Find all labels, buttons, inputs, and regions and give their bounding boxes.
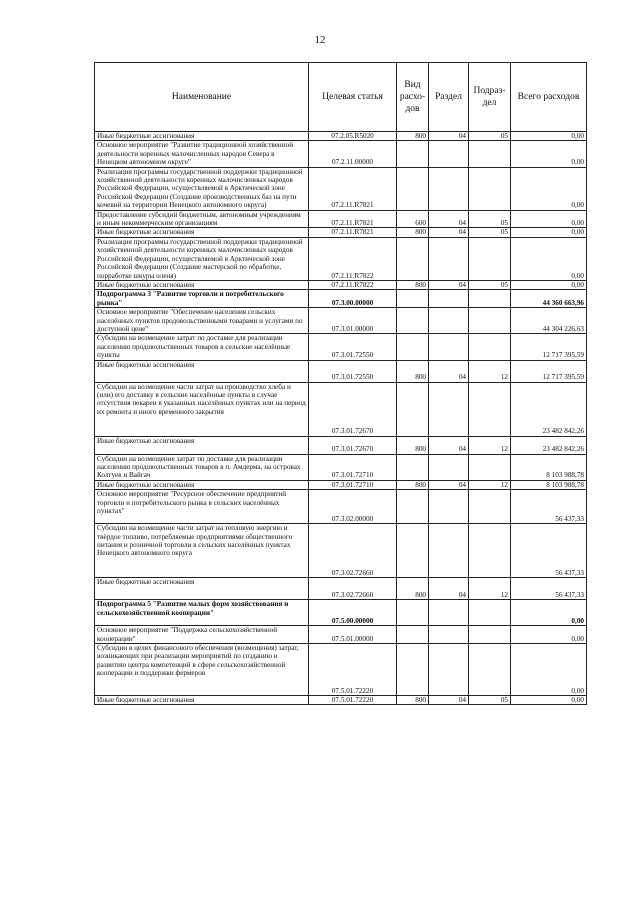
row-subsection: 05: [469, 280, 511, 289]
row-total: 56 437,33: [511, 490, 587, 524]
table-row: [95, 141, 587, 167]
row-name: Основное мероприятие "Поддержка сельскохозяйственной кооперации": [95, 626, 309, 644]
row-code: 07.3.01.00000: [309, 308, 397, 334]
row-subsection: [469, 454, 511, 480]
row-name: Субсидии на возмещение части затрат на тепловую энергию и твёрдое топливо, потребляемые предприятиями общественного питания и розничной торговли в сельских населённых пунктах Ненецкого автономного округа: [95, 524, 309, 578]
row-code: 07.2.11.R7822: [309, 237, 397, 280]
row-code: 07.3.01.72550: [309, 360, 397, 382]
row-name: Основное мероприятие "Обеспечение населения сельских населённых пунктов продовольственными товарами и услугами по доступной цене": [95, 308, 309, 334]
table-row: [95, 480, 587, 489]
row-type: [397, 167, 429, 210]
row-name: Иные бюджетные ассигнования: [95, 436, 309, 454]
row-type: [397, 334, 429, 360]
row-code: 07.3.02.00000: [309, 490, 397, 524]
row-name: Субсидии в целях финансового обеспечения (возмещения) затрат, возникающих при реализации мероприятий по созданию и развитию центра компетенций в сфере сельскохозяйственной кооперации и поддержки фермеров: [95, 644, 309, 696]
table-row: [95, 600, 587, 626]
table-row: [95, 132, 587, 141]
header-section: Раздел: [429, 63, 469, 132]
row-total: 12 717 395,59: [511, 334, 587, 360]
row-section: 04: [429, 578, 469, 600]
row-total: 0,00: [511, 228, 587, 237]
row-subsection: 05: [469, 228, 511, 237]
row-subsection: [469, 237, 511, 280]
row-total: 0,00: [511, 600, 587, 626]
row-section: 04: [429, 210, 469, 228]
row-name: Основное мероприятие "Развитие традиционной хозяйственной деятельности коренных малочисленных народов Севера в Ненецком автономном округе": [95, 141, 309, 167]
row-name: Субсидии на возмещение затрат по доставке для реализации населению продовольственных товаров в сельские населённые пункты: [95, 334, 309, 360]
row-total: 56 437,33: [511, 578, 587, 600]
table-row: [95, 436, 587, 454]
row-section: 04: [429, 696, 469, 705]
row-section: [429, 334, 469, 360]
table-body: [95, 132, 587, 705]
table-row: [95, 644, 587, 696]
header-name: Наименование: [95, 63, 309, 132]
row-total: 56 437,33: [511, 524, 587, 578]
table-row: [95, 360, 587, 382]
row-section: [429, 600, 469, 626]
row-total: 23 482 842,26: [511, 382, 587, 436]
header-row: [95, 63, 587, 132]
row-name: Подпрограмма 5 "Развитие малых форм хозяйствования и сельскохозяйственной кооперации": [95, 600, 309, 626]
row-code: 07.5.01.00000: [309, 626, 397, 644]
row-name: Иные бюджетные ассигнования: [95, 696, 309, 705]
row-type: 800: [397, 696, 429, 705]
row-subsection: 05: [469, 696, 511, 705]
row-subsection: [469, 626, 511, 644]
row-total: 0,00: [511, 696, 587, 705]
row-type: [397, 454, 429, 480]
row-code: 07.5.01.72220: [309, 644, 397, 696]
row-code: 07.2.11.R7821: [309, 167, 397, 210]
row-subsection: [469, 141, 511, 167]
row-type: 600: [397, 210, 429, 228]
header-subsection: Подраз-дел: [469, 63, 511, 132]
header-code: Целевая статья: [309, 63, 397, 132]
row-total: 0,00: [511, 132, 587, 141]
row-subsection: [469, 644, 511, 696]
row-code: 07.3.01.72710: [309, 454, 397, 480]
row-code: 07.5.01.72220: [309, 696, 397, 705]
row-type: 800: [397, 280, 429, 289]
table-row: [95, 290, 587, 308]
row-total: 0,00: [511, 167, 587, 210]
row-total: 0,00: [511, 237, 587, 280]
row-section: 04: [429, 228, 469, 237]
row-code: 07.2.05.R5020: [309, 132, 397, 141]
row-section: [429, 382, 469, 436]
table-row: [95, 490, 587, 524]
row-type: 800: [397, 578, 429, 600]
row-section: [429, 454, 469, 480]
table-row: [95, 228, 587, 237]
row-section: [429, 290, 469, 308]
row-type: [397, 308, 429, 334]
row-total: 0,00: [511, 210, 587, 228]
table-row: [95, 626, 587, 644]
row-section: [429, 237, 469, 280]
row-code: 07.2.11.R7821: [309, 228, 397, 237]
row-name: Субсидии на возмещение затрат по доставке для реализации населению продовольственных товаров в п. Амдерма, на островах Колгуев и Вайгач: [95, 454, 309, 480]
row-total: 44 360 663,96: [511, 290, 587, 308]
row-name: Иные бюджетные ассигнования: [95, 480, 309, 489]
row-name: Иные бюджетные ассигнования: [95, 132, 309, 141]
row-subsection: [469, 524, 511, 578]
row-section: 04: [429, 360, 469, 382]
row-type: [397, 141, 429, 167]
table-row: [95, 280, 587, 289]
row-type: [397, 490, 429, 524]
row-total: 8 103 988,78: [511, 480, 587, 489]
row-subsection: 12: [469, 480, 511, 489]
row-code: 07.3.00.00000: [309, 290, 397, 308]
row-type: [397, 626, 429, 644]
row-total: 23 482 842,26: [511, 436, 587, 454]
row-subsection: [469, 382, 511, 436]
row-name: Реализация программы государственной поддержки традиционной хозяйственной деятельности коренных малочисленных народов Российской Федерации, осуществляемой в Арктической зоне Российской Федерации (Создание мастерской по обработке, порработке шкуры оленя): [95, 237, 309, 280]
row-name: Иные бюджетные ассигнования: [95, 280, 309, 289]
row-total: 0,00: [511, 280, 587, 289]
row-subsection: 05: [469, 132, 511, 141]
row-name: Реализация программы государственной поддержки традиционной хозяйственной деятельности коренных малочисленных народов Российской Федерации, осуществляемой в Арктической зоне Российской Федерации (Создание производственных баз на пути кочевий на территории Ненецкого автономного округа): [95, 167, 309, 210]
row-code: 07.3.01.72710: [309, 480, 397, 489]
page-number: 12: [314, 34, 326, 46]
row-name: Субсидии на возмещение части затрат на производство хлеба и (или) его доставку в сельские населённые пункты в случае отсутствия пекарен в указанных населённых пунктах или на период их ремонта и иного временного закрытия: [95, 382, 309, 436]
table-row: [95, 167, 587, 210]
row-subsection: 12: [469, 436, 511, 454]
row-section: 04: [429, 132, 469, 141]
row-code: 07.2.11.R7821: [309, 210, 397, 228]
table-row: [95, 210, 587, 228]
row-type: 800: [397, 360, 429, 382]
row-type: [397, 237, 429, 280]
row-section: [429, 308, 469, 334]
row-type: 800: [397, 132, 429, 141]
row-code: 07.3.02.72660: [309, 578, 397, 600]
row-total: 0,00: [511, 626, 587, 644]
row-type: [397, 524, 429, 578]
row-total: 12 717 395,59: [511, 360, 587, 382]
table-row: [95, 382, 587, 436]
row-code: 07.3.02.72660: [309, 524, 397, 578]
row-type: 800: [397, 228, 429, 237]
row-code: 07.3.01.72550: [309, 334, 397, 360]
row-code: 07.5.00.00000: [309, 600, 397, 626]
row-type: 800: [397, 480, 429, 489]
row-code: 07.3.01.72670: [309, 382, 397, 436]
row-name: Иные бюджетные ассигнования: [95, 578, 309, 600]
row-subsection: 12: [469, 578, 511, 600]
row-subsection: [469, 600, 511, 626]
row-type: [397, 644, 429, 696]
budget-table: [94, 62, 587, 705]
row-total: 0,00: [511, 141, 587, 167]
row-subsection: [469, 308, 511, 334]
row-total: 0,00: [511, 644, 587, 696]
row-code: 07.2.11.R7822: [309, 280, 397, 289]
row-subsection: [469, 334, 511, 360]
row-section: 04: [429, 436, 469, 454]
row-section: 04: [429, 480, 469, 489]
row-section: 04: [429, 280, 469, 289]
row-total: 8 103 988,78: [511, 454, 587, 480]
row-section: [429, 644, 469, 696]
row-code: 07.3.01.72670: [309, 436, 397, 454]
row-type: [397, 382, 429, 436]
table-row: [95, 454, 587, 480]
row-name: Иные бюджетные ассигнования: [95, 360, 309, 382]
row-code: 07.2.11.00000: [309, 141, 397, 167]
header-total: Всего расходов: [511, 63, 587, 132]
table-row: [95, 578, 587, 600]
row-subsection: 12: [469, 360, 511, 382]
table-row: [95, 237, 587, 280]
row-name: Иные бюджетные ассигнования: [95, 228, 309, 237]
row-section: [429, 524, 469, 578]
table-row: [95, 696, 587, 705]
row-total: 44 304 226,63: [511, 308, 587, 334]
row-name: Предоставление субсидий бюджетным, автономным учреждениям и иным некоммерческим организациям: [95, 210, 309, 228]
row-subsection: [469, 167, 511, 210]
row-subsection: [469, 490, 511, 524]
row-section: [429, 167, 469, 210]
table-row: [95, 334, 587, 360]
row-type: [397, 600, 429, 626]
row-name: Основное мероприятие "Ресурсное обеспечение предприятий торговли и потребительского рынка в сельских населённых пунктах": [95, 490, 309, 524]
row-section: [429, 141, 469, 167]
row-subsection: 05: [469, 210, 511, 228]
header-type: Вид расхо-дов: [397, 63, 429, 132]
row-name: Подпрограмма 3 "Развитие торговли и потребительского рынка": [95, 290, 309, 308]
row-type: 800: [397, 436, 429, 454]
row-subsection: [469, 290, 511, 308]
row-section: [429, 626, 469, 644]
table-row: [95, 308, 587, 334]
table-row: [95, 524, 587, 578]
row-type: [397, 290, 429, 308]
row-section: [429, 490, 469, 524]
